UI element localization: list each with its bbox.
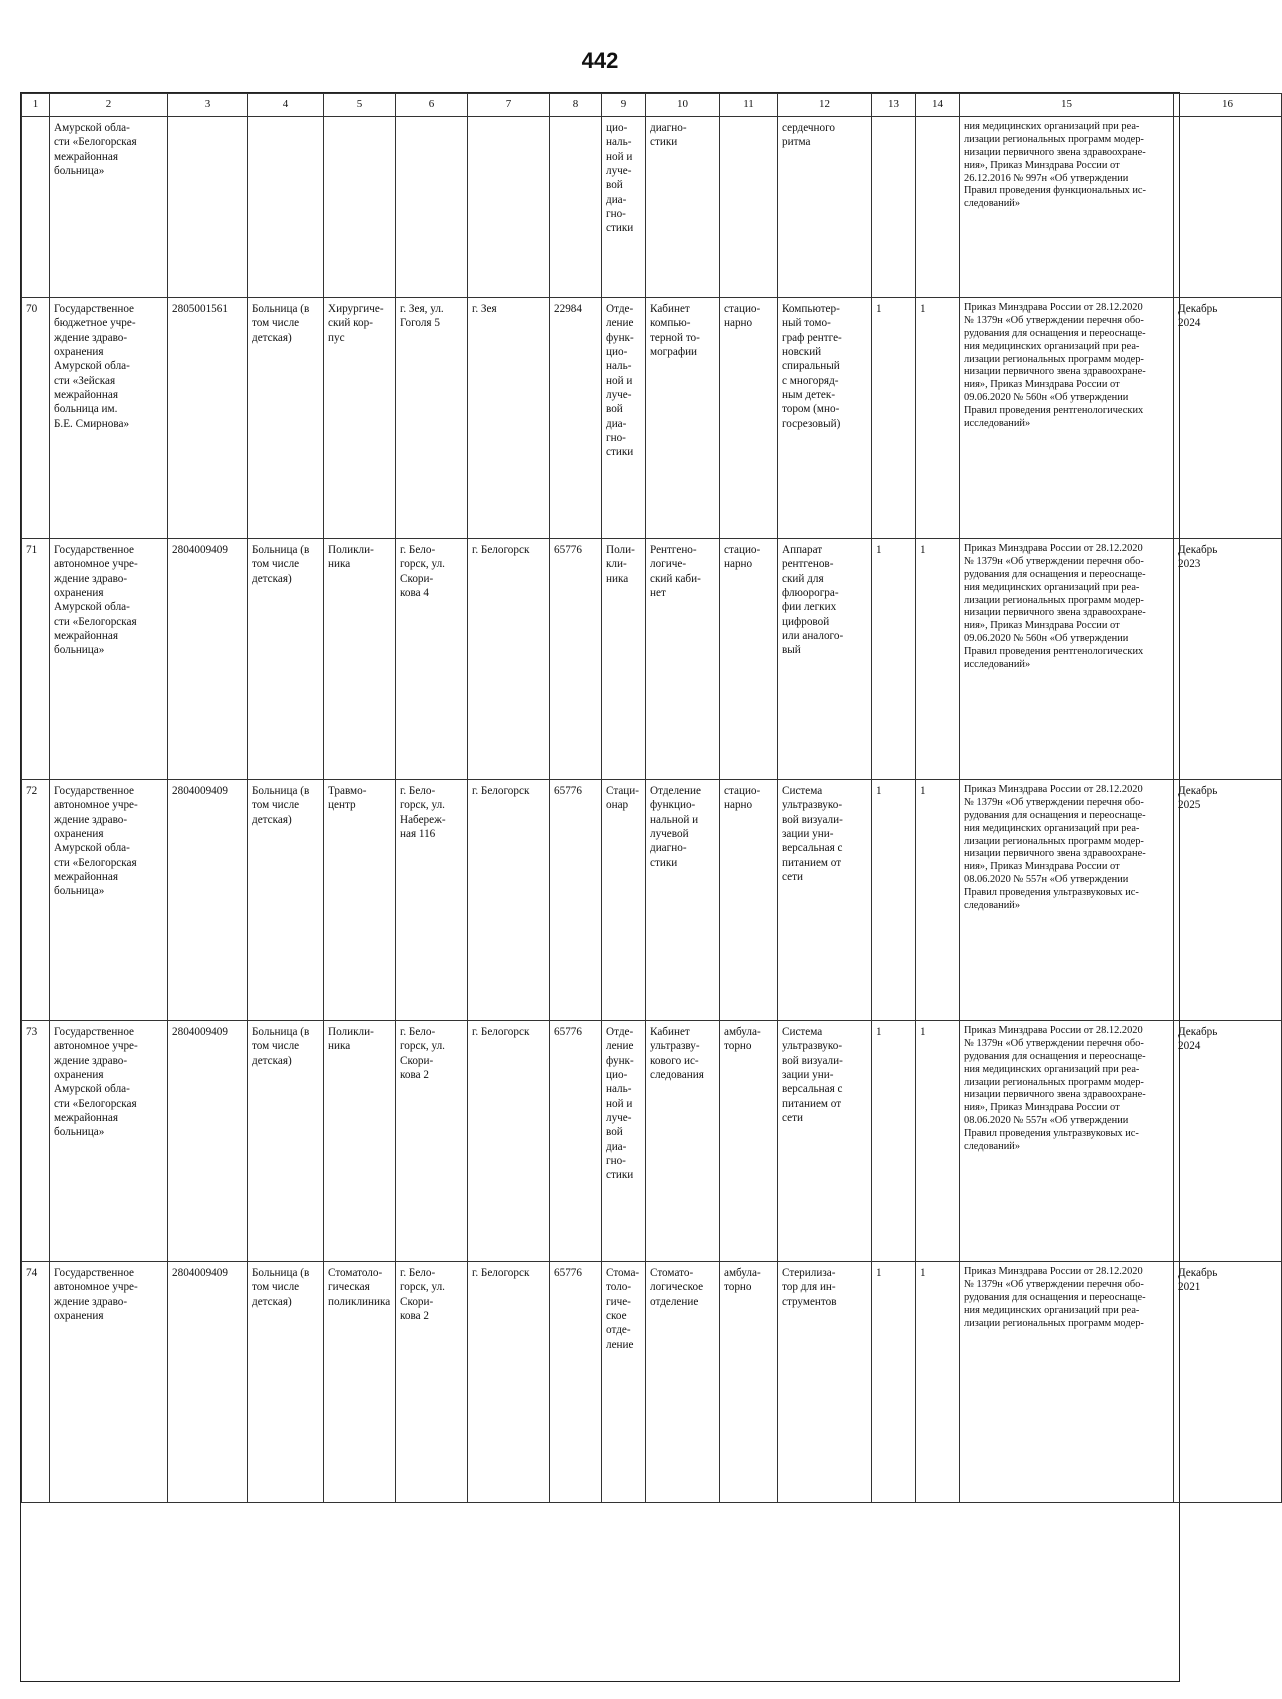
column-header: 11 [720,94,778,117]
cell-equipment-name: Стерилиза- тор для ин- струментов [778,1262,872,1503]
column-header: 14 [916,94,960,117]
cell-quantity: 1 [872,539,916,780]
cell-organization-name: Государственное автономное учре- ждение здраво- охранения Амурской обла- сти «Белогорская межрайонная больница» [50,780,168,1021]
page-number: 442 [581,48,619,73]
cell-deadline: Декабрь 2023 [1174,539,1282,780]
cell-address: г. Бело- горск, ул. Набереж- ная 116 [396,780,468,1021]
cell-address [396,117,468,298]
cell-population: 65776 [550,1262,602,1503]
cell-quantity: 1 [872,780,916,1021]
cell-settlement: г. Зея [468,298,550,539]
cell-deadline: Декабрь 2021 [1174,1262,1282,1503]
cell-equipment-name: Компьютер- ный томо- граф рентге- новский спиральный с многоряд- ным детек- тором (мно- госрезовый) [778,298,872,539]
column-header: 2 [50,94,168,117]
table-row [22,539,1282,780]
column-header: 4 [248,94,324,117]
cell-department: Отде- ление функ- цио- наль- ной и луче- вой диа- гно- стики [602,1021,646,1262]
cell-department: цио- наль- ной и луче- вой диа- гно- стики [602,117,646,298]
column-header: 3 [168,94,248,117]
cell-building [324,117,396,298]
cell-row-number: 70 [22,298,50,539]
column-header: 6 [396,94,468,117]
cell-quantity [872,117,916,298]
cell-quantity-planned: 1 [916,1262,960,1503]
cell-department: Отде- ление функ- цио- наль- ной и луче- вой диа- гно- стики [602,298,646,539]
column-header: 15 [960,94,1174,117]
column-header: 9 [602,94,646,117]
cell-department: Стаци- онар [602,780,646,1021]
cell-care-mode: стацио- нарно [720,780,778,1021]
cell-cabinet: диагно- стики [646,117,720,298]
column-header: 12 [778,94,872,117]
cell-population: 65776 [550,539,602,780]
cell-row-number: 73 [22,1021,50,1262]
cell-inn: 2804009409 [168,539,248,780]
cell-quantity: 1 [872,298,916,539]
cell-building: Поликли- ника [324,539,396,780]
column-header: 10 [646,94,720,117]
cell-care-mode: амбула- торно [720,1262,778,1503]
cell-building: Травмо- центр [324,780,396,1021]
cell-row-number: 74 [22,1262,50,1503]
column-header: 13 [872,94,916,117]
cell-quantity-planned [916,117,960,298]
cell-inn: 2805001561 [168,298,248,539]
cell-population [550,117,602,298]
cell-settlement: г. Белогорск [468,1262,550,1503]
cell-building: Поликли- ника [324,1021,396,1262]
cell-inn [168,117,248,298]
cell-organization-name: Государственное бюджетное учре- ждение здраво- охранения Амурской обла- сти «Зейская межрайонная больница им. Б.Е. Смирнова» [50,298,168,539]
cell-address: г. Бело- горск, ул. Скори- кова 2 [396,1262,468,1503]
cell-inn: 2804009409 [168,1021,248,1262]
column-header: 5 [324,94,396,117]
cell-care-mode: стацио- нарно [720,298,778,539]
column-header: 8 [550,94,602,117]
cell-department: Поли- кли- ника [602,539,646,780]
cell-population: 65776 [550,780,602,1021]
table-row [22,117,1282,298]
cell-regulation: Приказ Минздрава России от 28.12.2020 № 1379н «Об утверждении перечня обо- рудования для оснащения и переоснаще- ния медицинских организаций при реа- лизации региональных программ модер- [960,1262,1174,1503]
cell-population: 22984 [550,298,602,539]
cell-organization-type: Больница (в том числе детская) [248,1262,324,1503]
cell-regulation: Приказ Минздрава России от 28.12.2020 № 1379н «Об утверждении перечня обо- рудования для оснащения и переоснаще- ния медицинских организаций при реа- лизации региональных программ модер- низации первичного звена здравоохране- ния», Приказ Минздрава России от 09.06.2020 № 560н «Об утверждении Правил проведения рентгенологических исследований» [960,539,1174,780]
cell-settlement: г. Белогорск [468,539,550,780]
cell-cabinet: Стомато- логическое отделение [646,1262,720,1503]
cell-organization-type: Больница (в том числе детская) [248,539,324,780]
table-row [22,1262,1282,1503]
cell-deadline [1174,117,1282,298]
cell-building: Стоматоло- гическая поликлиника [324,1262,396,1503]
cell-settlement: г. Белогорск [468,780,550,1021]
cell-quantity-planned: 1 [916,539,960,780]
cell-quantity-planned: 1 [916,780,960,1021]
cell-inn: 2804009409 [168,780,248,1021]
cell-deadline: Декабрь 2024 [1174,298,1282,539]
cell-address: г. Бело- горск, ул. Скори- кова 4 [396,539,468,780]
cell-regulation: Приказ Минздрава России от 28.12.2020 № 1379н «Об утверждении перечня обо- рудования для оснащения и переоснаще- ния медицинских организаций при реа- лизации региональных программ модер- низации первичного звена здравоохране- ния», Приказ Минздрава России от 08.06.2020 № 557н «Об утверждении Правил проведения ультразвуковых ис- следований» [960,1021,1174,1262]
cell-building: Хирургиче- ский кор- пус [324,298,396,539]
column-header: 1 [22,94,50,117]
table-row [22,780,1282,1021]
equipment-table [21,93,1282,1503]
header-row [22,94,1282,117]
cell-organization-name: Государственное автономное учре- ждение здраво- охранения Амурской обла- сти «Белогорская межрайонная больница» [50,1021,168,1262]
table-row [22,298,1282,539]
cell-settlement [468,117,550,298]
cell-equipment-name: Система ультразвуко- вой визуали- зации уни- версальная с питанием от сети [778,780,872,1021]
column-header: 7 [468,94,550,117]
table-row [22,1021,1282,1262]
cell-care-mode: амбула- торно [720,1021,778,1262]
cell-care-mode: стацио- нарно [720,539,778,780]
cell-population: 65776 [550,1021,602,1262]
cell-organization-type: Больница (в том числе детская) [248,780,324,1021]
cell-department: Стома- толо- гиче- ское отде- ление [602,1262,646,1503]
cell-quantity-planned: 1 [916,1021,960,1262]
cell-organization-type: Больница (в том числе детская) [248,298,324,539]
cell-equipment-name: Система ультразвуко- вой визуали- зации уни- версальная с питанием от сети [778,1021,872,1262]
cell-row-number: 72 [22,780,50,1021]
cell-address: г. Бело- горск, ул. Скори- кова 2 [396,1021,468,1262]
cell-organization-type [248,117,324,298]
cell-regulation: ния медицинских организаций при реа- лизации региональных программ модер- низации первичного звена здравоохране- ния», Приказ Минздрава России от 26.12.2016 № 997н «Об утверждении Правил проведения функциональных ис- следований» [960,117,1174,298]
cell-organization-name: Государственное автономное учре- ждение здраво- охранения Амурской обла- сти «Белогорская межрайонная больница» [50,539,168,780]
cell-inn: 2804009409 [168,1262,248,1503]
cell-quantity-planned: 1 [916,298,960,539]
cell-cabinet: Кабинет компью- терной то- мографии [646,298,720,539]
cell-cabinet: Рентгено- логиче- ский каби- нет [646,539,720,780]
cell-care-mode [720,117,778,298]
cell-equipment-name: Аппарат рентгенов- ский для флюорогра- фии легких цифровой или аналого- вый [778,539,872,780]
cell-cabinet: Отделение функцио- нальной и лучевой диагно- стики [646,780,720,1021]
equipment-table-container [20,92,1233,1682]
cell-equipment-name: сердечного ритма [778,117,872,298]
cell-regulation: Приказ Минздрава России от 28.12.2020 № 1379н «Об утверждении перечня обо- рудования для оснащения и переоснаще- ния медицинских организаций при реа- лизации региональных программ модер- низации первичного звена здравоохране- ния», Приказ Минздрава России от 08.06.2020 № 557н «Об утверждении Правил проведения ультразвуковых ис- следований» [960,780,1174,1021]
cell-deadline: Декабрь 2024 [1174,1021,1282,1262]
cell-organization-name: Государственное автономное учре- ждение здраво- охранения [50,1262,168,1503]
cell-regulation: Приказ Минздрава России от 28.12.2020 № 1379н «Об утверждении перечня обо- рудования для оснащения и переоснаще- ния медицинских организаций при реа- лизации региональных программ модер- низации первичного звена здравоохране- ния», Приказ Минздрава России от 09.06.2020 № 560н «Об утверждении Правил проведения рентгенологических исследований» [960,298,1174,539]
table-body [22,117,1282,1503]
cell-cabinet: Кабинет ультразву- кового ис- следования [646,1021,720,1262]
cell-settlement: г. Белогорск [468,1021,550,1262]
cell-quantity: 1 [872,1021,916,1262]
cell-organization-type: Больница (в том числе детская) [248,1021,324,1262]
cell-row-number [22,117,50,298]
cell-deadline: Декабрь 2025 [1174,780,1282,1021]
cell-address: г. Зея, ул. Гоголя 5 [396,298,468,539]
cell-row-number: 71 [22,539,50,780]
cell-quantity: 1 [872,1262,916,1503]
column-header: 16 [1174,94,1282,117]
cell-organization-name: Амурской обла- сти «Белогорская межрайонная больница» [50,117,168,298]
